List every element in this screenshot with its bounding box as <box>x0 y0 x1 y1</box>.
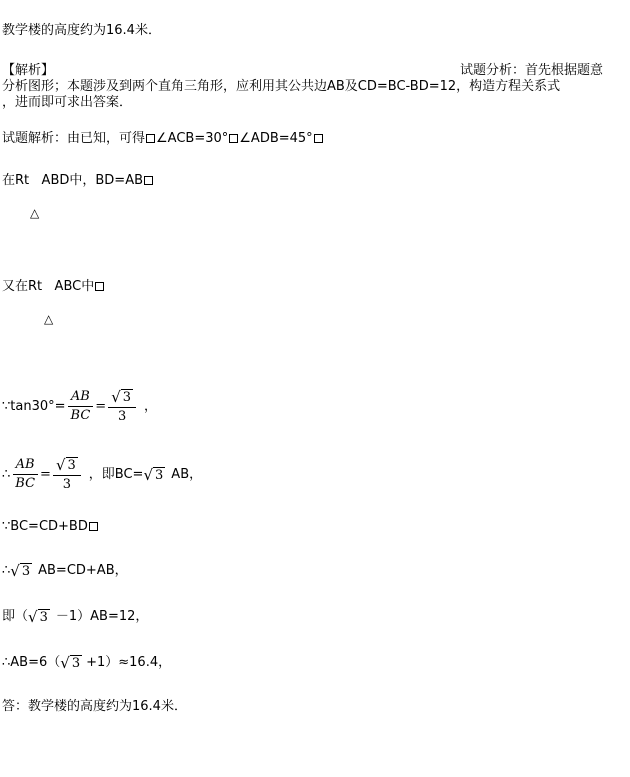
triangle-symbol: △ <box>44 312 54 326</box>
rt-abc-line <box>2 278 105 296</box>
fraction-numerator: AB <box>13 456 38 475</box>
answer-top: 教学楼的高度约为16.4米． <box>2 23 161 38</box>
rt-abd-line <box>2 172 154 190</box>
sqrt3: √ 3 <box>60 654 81 672</box>
analysis-line-2: ，进而即可求出答案． <box>2 95 133 110</box>
missing-glyph-icon <box>144 176 153 185</box>
rt-abc-text: ABC中 <box>54 279 95 294</box>
equals-sign: = <box>95 398 107 414</box>
sqrt3: √ 3 <box>28 608 48 626</box>
rt-abd-text: ABD中，BD=AB <box>41 173 144 188</box>
equals-sign: = <box>40 466 51 482</box>
rt-abc-prefix: 又在Rt <box>2 279 43 294</box>
ab-comma-text: AB， <box>171 466 203 482</box>
missing-glyph-icon <box>89 522 98 531</box>
therefore-symbol: ∴ <box>2 466 11 482</box>
missing-glyph-icon <box>95 282 104 291</box>
analysis-tag: 【解析】 <box>2 63 55 78</box>
because-symbol: ∵ <box>2 398 11 414</box>
fraction-denominator: BC <box>70 408 91 424</box>
fraction-denominator: BC <box>15 476 36 492</box>
plus-one-text: +1）≈16.4， <box>86 655 172 670</box>
ji-bc-text: ，即BC= <box>88 466 144 482</box>
angle-acb: ∠ACB=30° <box>156 131 229 146</box>
sqrt3: √ 3 <box>10 562 31 580</box>
comma: ， <box>144 398 158 414</box>
fraction-numerator: AB <box>68 388 93 407</box>
sqrt3-over-3-fraction <box>53 456 81 494</box>
ab6-open-text: AB=6（ <box>10 655 61 670</box>
tan30-line <box>2 388 157 426</box>
solution-intro-line <box>2 130 324 148</box>
ji-line <box>2 608 148 626</box>
analysis-line-1: 分析图形；本题涉及到两个直角三角形，应利用其公共边AB及CD=BC-BD=12，构造方程关系式 <box>2 79 561 94</box>
ji-open-text: 即（ <box>2 609 29 624</box>
sqrt3: √ 3 <box>143 465 164 484</box>
sqrt3-over-3-fraction <box>108 388 136 426</box>
because-symbol: ∵ <box>2 519 11 534</box>
solution-intro: 试题解析：由已知，可得 <box>2 131 146 146</box>
sqrt3: √ 3 <box>55 456 76 474</box>
bc-sum-text: BC=CD+BD <box>10 519 88 534</box>
triangle-symbol: △ <box>30 206 40 220</box>
tan30-label: tan30°= <box>10 398 66 414</box>
ab-cd-ab-text: AB=CD+AB， <box>38 563 128 578</box>
final-answer: 答：教学楼的高度约为16.4米． <box>2 699 187 714</box>
analysis-title: 试题分析：首先根据题意 <box>460 63 604 78</box>
sqrt3: √ 3 <box>111 388 132 406</box>
sqrt3-ab-line <box>2 562 128 580</box>
therefore-fraction-line <box>2 456 202 494</box>
bc-sum-line <box>2 518 99 536</box>
missing-glyph-icon <box>314 134 323 143</box>
angle-adb: ∠ADB=45° <box>239 131 313 146</box>
missing-glyph-icon <box>229 134 238 143</box>
fraction-denominator: 3 <box>117 408 127 424</box>
ab-over-bc-fraction <box>68 388 94 425</box>
minus-one-text: －1）AB=12， <box>55 609 149 624</box>
fraction-denominator: 3 <box>62 476 71 492</box>
therefore-symbol: ∴ <box>2 655 11 670</box>
ab-over-bc-fraction <box>12 456 38 493</box>
missing-glyph-icon <box>146 134 155 143</box>
rt-abd-prefix: 在Rt <box>2 173 30 188</box>
ab6-line <box>2 654 171 672</box>
therefore-symbol: ∴ <box>2 563 11 578</box>
